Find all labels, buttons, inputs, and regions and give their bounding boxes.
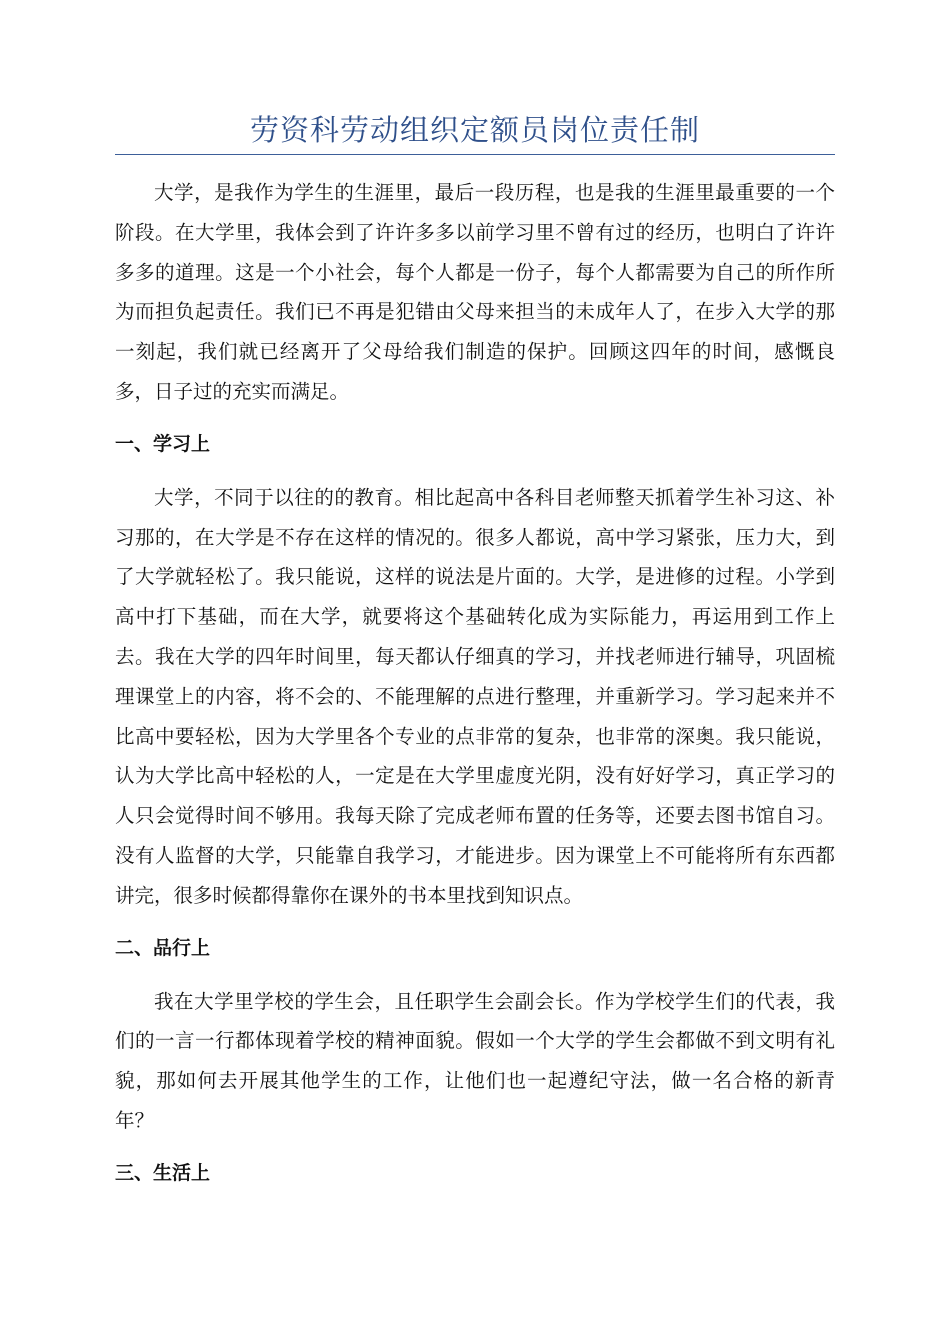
section-body-study: 大学，不同于以往的的教育。相比起高中各科目老师整天抓着学生补习这、补习那的，在大学是不存在这样的情况的。很多人都说，高中学习紧张，压力大，到了大学就轻松了。我只能说，这样的说法是片面的。大学，是进修的过程。小学到高中打下基础，而在大学，就要将这个基础转化成为实际能力，再运用到工作上去。我在大学的四年时间里，每天都认仔细真的学习，并找老师进行辅导，巩固梳理课堂上的内容，将不会的、不能理解的点进行整理，并重新学习。学习起来并不比高中要轻松，因为大学里各个专业的点非常的复杂，也非常的深奥。我只能说，认为大学比高中轻松的人，一定是在大学里虚度光阴，没有好好学习，真正学习的人只会觉得时间不够用。我每天除了完成老师布置的任务等，还要去图书馆自习。没有人监督的大学，只能靠自我学习，才能进步。因为课堂上不可能将所有东西都讲完，很多时候都得靠你在课外的书本里找到知识点。 [115,485,835,907]
document-page [115,108,835,1207]
section-heading-life: 三、生活上 [115,1161,211,1184]
document-title: 劳资科劳动组织定额员岗位责任制 [249,113,700,147]
section-body-conduct: 我在大学里学校的学生会，且任职学生会副会长。作为学校学生们的代表，我们的一言一行都体现着学校的精神面貌。假如一个大学的学生会都做不到文明有礼貌，那如何去开展其他学生的工作，让他们也一起遵纪守法，做一名合格的新青年？ [115,989,835,1132]
intro-paragraph: 大学，是我作为学生的生涯里，最后一段历程，也是我的生涯里最重要的一个阶段。在大学里，我体会到了许许多多以前学习里不曾有过的经历，也明白了许许多多的道理。这是一个小社会，每个人都是一份子，每个人都需要为自己的所作所为而担负起责任。我们已不再是犯错由父母来担当的未成年人了，在步入大学的那一刻起，我们就已经离开了父母给我们制造的保护。回顾这四年的时间，感慨良多，日子过的充实而满足。 [115,181,835,403]
section-heading-conduct: 二、品行上 [115,936,211,959]
title-underline [115,154,835,155]
section-heading-study: 一、学习上 [115,432,211,455]
